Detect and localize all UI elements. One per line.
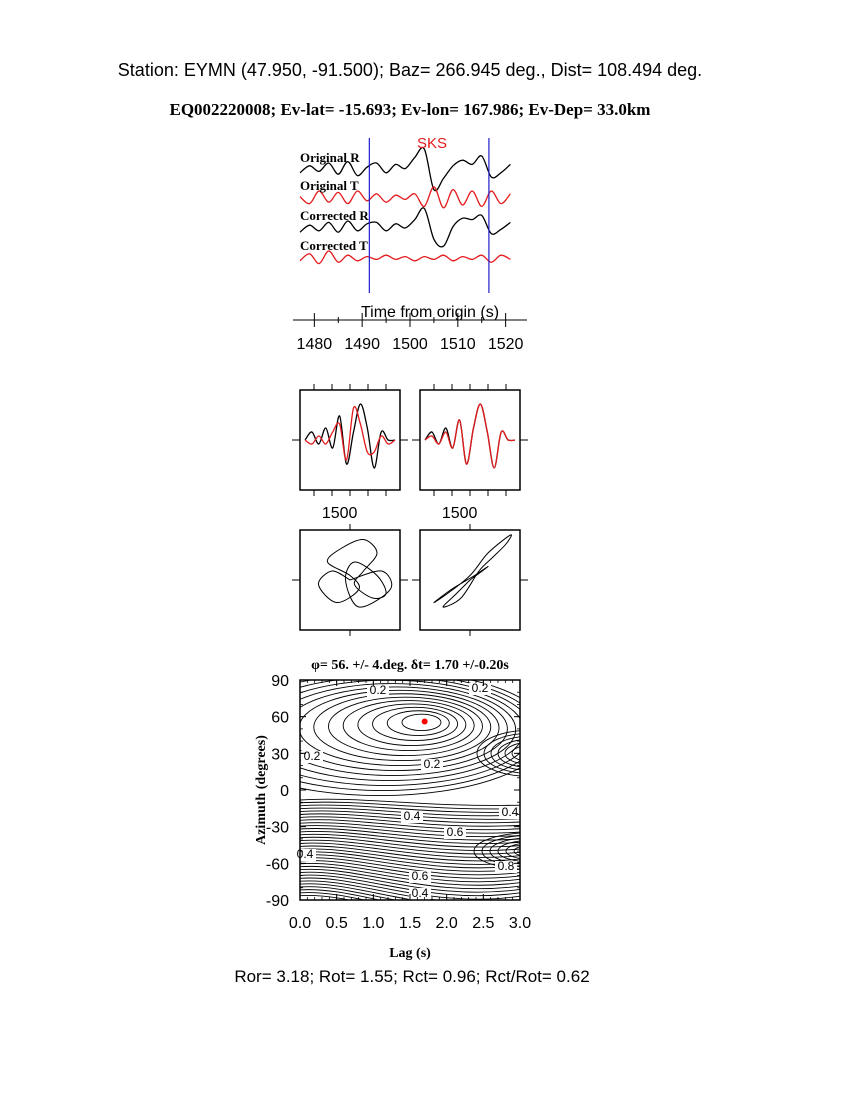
time-tick-label: 1490 <box>344 336 380 353</box>
ratios-line: Ror= 3.18; Rot= 1.55; Rct= 0.96; Rct/Rot= 0.62 <box>234 967 590 986</box>
seismogram-panel <box>293 135 527 353</box>
grid-x-tick-label: 1.5 <box>398 915 422 932</box>
grid-x-tick-label: 2.0 <box>435 915 458 932</box>
grid-y-tick-label: -90 <box>265 893 289 910</box>
time-tick-label: 1480 <box>296 336 333 353</box>
trace-label: Corrected T <box>300 238 368 253</box>
trace-label: Original T <box>300 178 359 193</box>
contour-label: 0.4 <box>501 805 519 819</box>
contour-line <box>402 714 441 730</box>
contour-label: 0.4 <box>296 847 314 861</box>
contour-label: 0.2 <box>303 749 321 763</box>
time-tick-label: 1510 <box>440 336 476 353</box>
station-line: Station: EYMN (47.950, -91.500); Baz= 266.945 deg., Dist= 108.494 deg. <box>117 60 703 80</box>
overlay-original-panel <box>292 384 408 522</box>
overlay-tick-label: 1500 <box>321 505 358 522</box>
grid-x-tick-label: 0.5 <box>325 915 348 932</box>
contour-line <box>505 742 555 764</box>
overlay-trace <box>425 404 515 468</box>
overlay-trace <box>425 404 515 468</box>
grid-x-tick-label: 0.0 <box>288 915 312 932</box>
contour-label: 0.4 <box>403 809 421 823</box>
contour-line <box>498 739 562 767</box>
best-fit-marker <box>422 719 428 725</box>
contour-line <box>474 833 594 870</box>
time-axis-label: Time from origin (s) <box>360 304 500 321</box>
time-tick-label: 1520 <box>487 336 524 353</box>
grid-ylabel: Azimuth (degrees) <box>254 735 269 845</box>
contour-label: 0.2 <box>423 757 441 771</box>
trace-label: Original R <box>300 150 360 165</box>
event-line: EQ002220008; Ev-lat= -15.693; Ev-lon= 167.986; Ev-Dep= 33.0km <box>169 100 651 119</box>
overlay-corrected-panel <box>412 384 528 522</box>
grid-xlabel: Lag (s) <box>389 946 431 961</box>
contour-label: 0.2 <box>471 681 489 695</box>
window-markers <box>369 138 489 293</box>
grid-title: φ= 56. +/- 4.deg. δt= 1.70 +/-0.20s <box>311 658 509 673</box>
grid-y-tick-label: -60 <box>265 856 289 874</box>
phase-label: SKS <box>416 135 448 152</box>
grid-y-tick-label: 30 <box>271 746 289 764</box>
particle-motion-original-panel <box>292 524 408 636</box>
contour-line <box>477 730 583 776</box>
contour-line <box>358 704 466 746</box>
overlay-tick-label: 1500 <box>441 505 478 522</box>
grid-y-tick-label: 90 <box>271 673 289 690</box>
contour-label: 0.8 <box>497 859 515 873</box>
contour-label: 0.6 <box>446 825 464 839</box>
time-tick-label: 1500 <box>392 336 428 353</box>
particle-motion-corrected-panel <box>412 524 528 636</box>
energy-grid-panel <box>211 658 594 961</box>
contour-line <box>491 736 569 770</box>
grid-x-tick-label: 1.0 <box>362 915 385 932</box>
grid-y-tick-label: -30 <box>265 819 289 837</box>
grid-x-tick-label: 3.0 <box>508 915 532 932</box>
trace-label: Corrected R <box>300 208 369 223</box>
grid-y-tick-label: 0 <box>280 783 289 800</box>
grid-x-tick-label: 2.5 <box>472 915 495 932</box>
contour-label: 0.6 <box>411 869 429 883</box>
contour-line <box>343 701 474 751</box>
contour-line <box>299 690 499 765</box>
particle-motion-trace <box>318 539 391 607</box>
particle-motion-trace <box>434 535 512 607</box>
grid-y-tick-label: 60 <box>271 709 289 727</box>
contour-label: 0.4 <box>411 886 429 900</box>
contour-line <box>328 697 482 755</box>
contour-label: 0.2 <box>369 683 387 697</box>
